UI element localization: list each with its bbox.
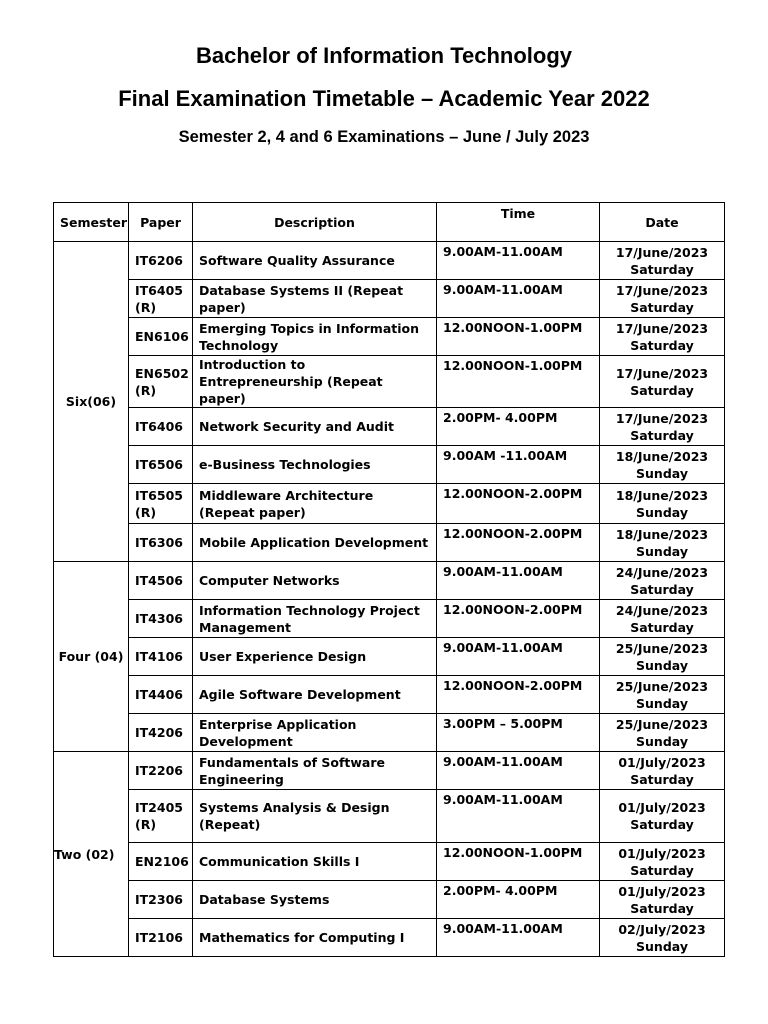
document-title: Bachelor of Information Technology (195, 43, 573, 68)
paper-description: Emerging Topics in Information Technology (193, 318, 437, 356)
exam-time: 9.00AM-11.00AM (437, 919, 600, 957)
exam-date-cell (600, 318, 725, 356)
paper-description: Database Systems (193, 881, 437, 919)
paper-code: IT4106 (129, 638, 193, 676)
exam-day: Sunday (636, 695, 688, 711)
paper-code: IT6505 (R) (129, 484, 193, 524)
exam-day: Saturday (630, 299, 694, 315)
exam-date: 01/July/2023 (618, 754, 706, 770)
table-row (54, 676, 725, 714)
semester-cell: Six(06) (54, 242, 129, 562)
col-header-semester: Semester (54, 203, 129, 242)
exam-date-cell (600, 881, 725, 919)
exam-time: 9.00AM-11.00AM (437, 790, 600, 843)
exam-time: 9.00AM-11.00AM (437, 280, 600, 318)
exam-date: 01/July/2023 (618, 800, 706, 815)
paper-code: EN6502 (R) (129, 356, 193, 408)
exam-date: 01/July/2023 (618, 845, 706, 861)
exam-date: 18/June/2023 (615, 526, 709, 542)
exam-date-cell (600, 638, 725, 676)
exam-day: Saturday (630, 619, 694, 635)
paper-code: IT4206 (129, 714, 193, 752)
col-header-paper: Paper (129, 203, 193, 242)
table-row (54, 356, 725, 408)
paper-code: IT6506 (129, 446, 193, 484)
exam-day: Saturday (630, 261, 694, 277)
table-row (54, 790, 725, 843)
exam-day: Sunday (636, 938, 688, 954)
exam-date: 18/June/2023 (615, 487, 709, 503)
exam-date-cell (600, 843, 725, 881)
exam-time: 12.00NOON-2.00PM (437, 600, 600, 638)
exam-time: 12.00NOON-1.00PM (437, 843, 600, 881)
exam-date-cell (600, 242, 725, 280)
paper-description: Mobile Application Development (193, 524, 437, 562)
paper-description: Database Systems II (Repeat paper) (193, 280, 437, 318)
paper-code: IT6406 (129, 408, 193, 446)
exam-date: 24/June/2023 (615, 602, 709, 618)
paper-description: Introduction to Entrepreneurship (Repeat paper) (193, 356, 437, 408)
exam-day: Sunday (636, 657, 688, 673)
exam-day: Saturday (630, 771, 694, 787)
table-row (54, 484, 725, 524)
table-row (54, 843, 725, 881)
table-row (54, 446, 725, 484)
exam-time: 12.00NOON-1.00PM (437, 318, 600, 356)
exam-day: Sunday (636, 465, 688, 481)
exam-day: Saturday (630, 382, 694, 398)
col-header-time: Time (437, 203, 600, 242)
table-row (54, 242, 725, 280)
table-row (54, 881, 725, 919)
exam-day: Saturday (630, 581, 694, 597)
exam-date-cell (600, 484, 725, 524)
exam-date: 17/June/2023 (615, 320, 709, 336)
exam-time: 12.00NOON-2.00PM (437, 524, 600, 562)
exam-date: 25/June/2023 (615, 716, 709, 732)
exam-date-cell (600, 356, 725, 408)
paper-description: e-Business Technologies (193, 446, 437, 484)
paper-description: Information Technology Project Management (193, 600, 437, 638)
paper-code: EN6106 (129, 318, 193, 356)
exam-date-cell (600, 752, 725, 790)
exam-day: Sunday (636, 543, 688, 559)
paper-code: EN2106 (129, 843, 193, 881)
exam-date-cell (600, 919, 725, 957)
paper-code: IT4406 (129, 676, 193, 714)
table-row (54, 562, 725, 600)
paper-description: Mathematics for Computing I (193, 919, 437, 957)
table-row (54, 280, 725, 318)
exam-date: 25/June/2023 (615, 640, 709, 656)
paper-description: Middleware Architecture (Repeat paper) (193, 484, 437, 524)
exam-time: 9.00AM -11.00AM (437, 446, 600, 484)
exam-time: 9.00AM-11.00AM (437, 752, 600, 790)
exam-date: 17/June/2023 (615, 365, 709, 381)
exam-date-cell (600, 446, 725, 484)
col-header-date: Date (600, 203, 725, 242)
exam-time: 3.00PM – 5.00PM (437, 714, 600, 752)
exam-date-cell (600, 676, 725, 714)
table-row (54, 919, 725, 957)
paper-code: IT2106 (129, 919, 193, 957)
paper-description: Network Security and Audit (193, 408, 437, 446)
paper-code: IT2306 (129, 881, 193, 919)
exam-time: 2.00PM- 4.00PM (437, 881, 600, 919)
exam-date: 02/July/2023 (618, 921, 706, 937)
exam-day: Saturday (630, 862, 694, 878)
exam-time: 12.00NOON-2.00PM (437, 484, 600, 524)
paper-code: IT2405 (R) (129, 790, 193, 843)
exam-date: 17/June/2023 (615, 244, 709, 260)
exam-date-cell (600, 600, 725, 638)
exam-day: Saturday (630, 427, 694, 443)
paper-description: Fundamentals of Software Engineering (193, 752, 437, 790)
table-row (54, 318, 725, 356)
exam-day: Saturday (630, 817, 694, 832)
paper-code: IT6405 (R) (129, 280, 193, 318)
table-row (54, 600, 725, 638)
paper-code: IT4306 (129, 600, 193, 638)
exam-time: 12.00NOON-2.00PM (437, 676, 600, 714)
exam-time: 9.00AM-11.00AM (437, 638, 600, 676)
exam-date: 24/June/2023 (615, 564, 709, 580)
exam-time: 9.00AM-11.00AM (437, 242, 600, 280)
exam-date: 25/June/2023 (615, 678, 709, 694)
table-row (54, 714, 725, 752)
exam-date-cell (600, 562, 725, 600)
exam-date-cell (600, 790, 725, 843)
header-row (54, 203, 725, 242)
exam-time: 9.00AM-11.00AM (437, 562, 600, 600)
exam-time: 12.00NOON-1.00PM (437, 356, 600, 408)
exam-day: Saturday (630, 900, 694, 916)
paper-description: User Experience Design (193, 638, 437, 676)
exam-time: 2.00PM- 4.00PM (437, 408, 600, 446)
paper-description: Agile Software Development (193, 676, 437, 714)
paper-code: IT2206 (129, 752, 193, 790)
exam-date: 01/July/2023 (618, 883, 706, 899)
semester-heading: Semester 2, 4 and 6 Examinations – June / July 2023 (178, 128, 590, 146)
col-header-description: Description (193, 203, 437, 242)
exam-date: 18/June/2023 (615, 448, 709, 464)
table-row (54, 524, 725, 562)
semester-cell: Four (04) (54, 562, 129, 752)
paper-code: IT6306 (129, 524, 193, 562)
paper-code: IT4506 (129, 562, 193, 600)
exam-date-cell (600, 408, 725, 446)
exam-day: Saturday (630, 337, 694, 353)
document-subtitle: Final Examination Timetable – Academic Year 2022 (118, 86, 650, 111)
paper-code: IT6206 (129, 242, 193, 280)
semester-cell: Two (02) (54, 752, 129, 957)
paper-description: Enterprise Application Development (193, 714, 437, 752)
table-row (54, 408, 725, 446)
exam-date: 17/June/2023 (615, 282, 709, 298)
table-row (54, 638, 725, 676)
paper-description: Systems Analysis & Design (Repeat) (193, 790, 437, 843)
exam-date-cell (600, 524, 725, 562)
exam-day: Sunday (636, 504, 688, 520)
exam-date: 17/June/2023 (615, 410, 709, 426)
paper-description: Software Quality Assurance (193, 242, 437, 280)
exam-timetable (53, 202, 725, 957)
exam-day: Sunday (636, 733, 688, 749)
paper-description: Communication Skills I (193, 843, 437, 881)
table-row (54, 752, 725, 790)
exam-date-cell (600, 280, 725, 318)
exam-date-cell (600, 714, 725, 752)
paper-description: Computer Networks (193, 562, 437, 600)
